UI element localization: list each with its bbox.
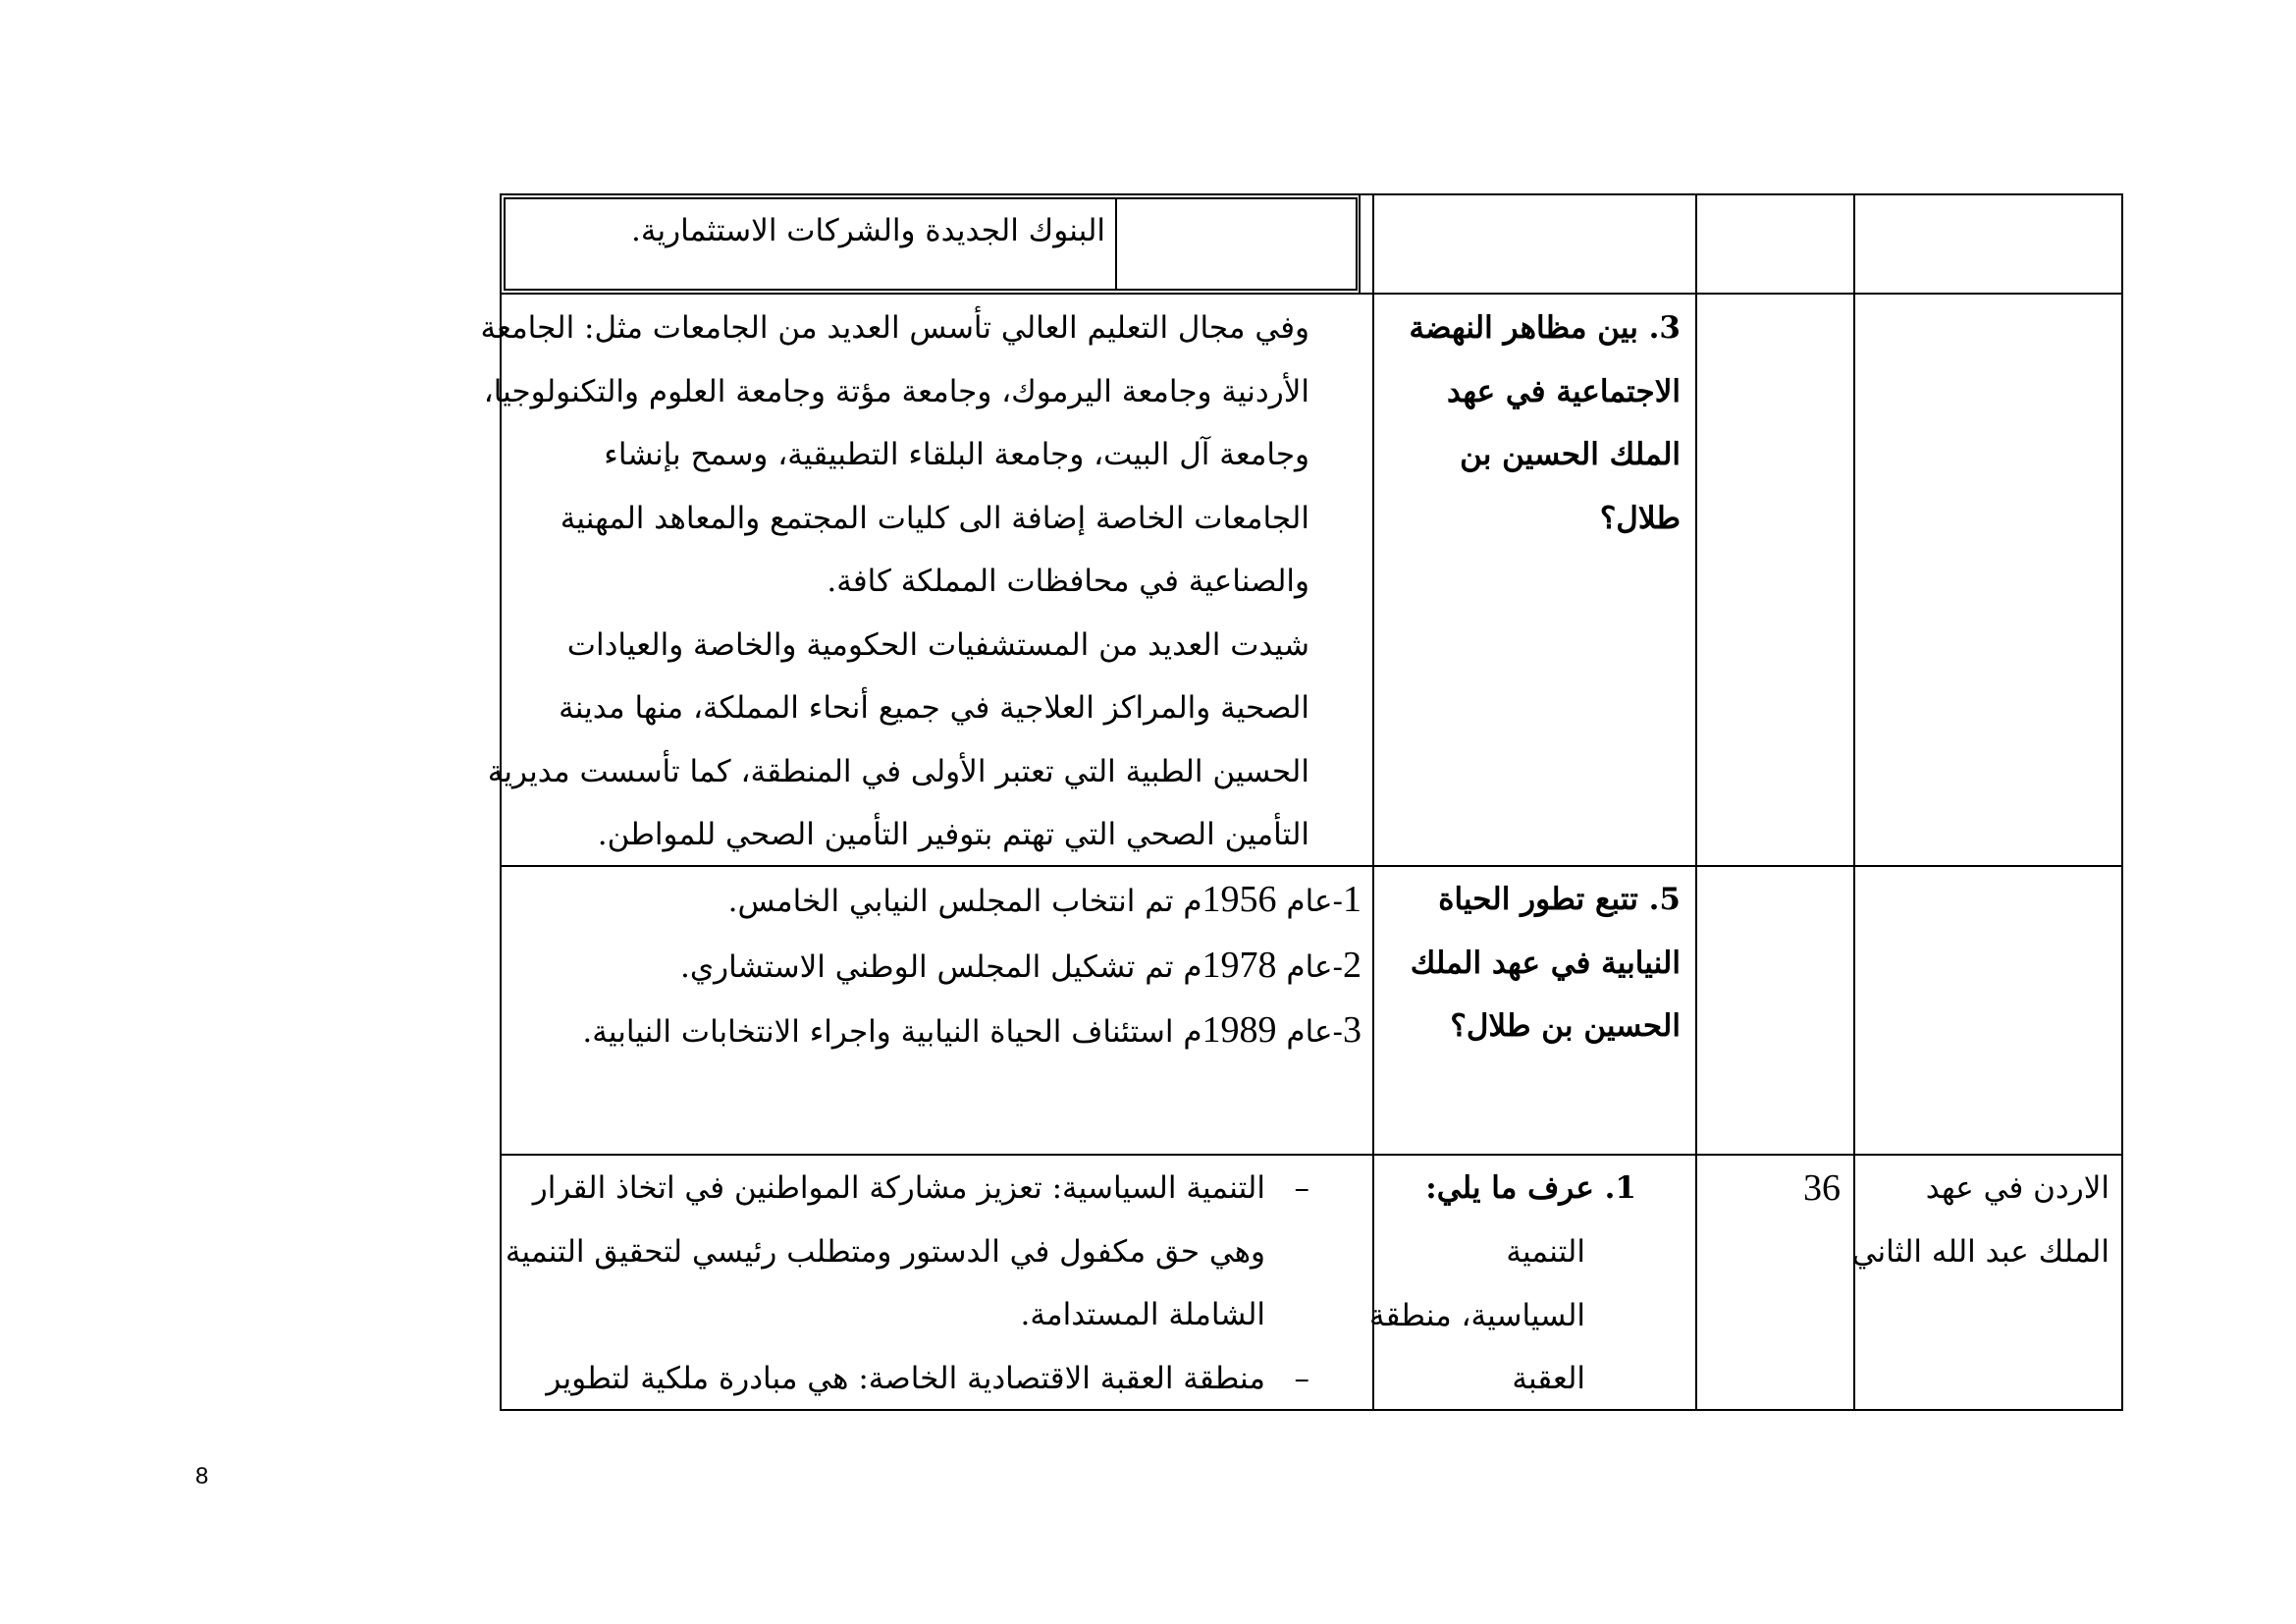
inner-table-left (504, 197, 506, 291)
row3-question-cell (1411, 868, 1681, 1058)
row2-question-line: الاجتماعية في عهد (1447, 373, 1681, 409)
row1-answer-cell (631, 199, 1105, 262)
definition-line: الشاملة المستدامة. (1020, 1297, 1265, 1332)
row2-question-cell (1410, 297, 1681, 550)
row4-unit-cell (1852, 1157, 2109, 1283)
row4-question-line: السياسية، منطقة (1368, 1297, 1585, 1333)
unit-title-line: الملك عبد الله الثاني (1851, 1233, 2109, 1270)
row2-question-line: الملك الحسين بن (1460, 437, 1681, 472)
row3-question-line: 5. تتبع تطور الحياة (1438, 882, 1681, 917)
row3-answer-item: 2-عام 1978م تم تشكيل المجلس الوطني الاستشاري. (680, 944, 1362, 986)
row2-answer-line: والصناعية في محافظات المملكة كافة. (827, 564, 1309, 599)
row3-bottom-border (500, 1154, 2123, 1156)
definition-item (506, 1157, 1309, 1347)
row3-question-line: الحسين بن طلال؟ (1450, 1008, 1681, 1044)
row2-question-line: طلال؟ (1599, 500, 1681, 536)
row4-question-line: التنمية (1506, 1234, 1585, 1270)
row2-answer-line: الصحية والمراكز العلاجية في جميع أنحاء المملكة، منها مدينة (559, 690, 1309, 726)
row2-question-line: 3. بين مظاهر النهضة (1409, 310, 1681, 346)
table-right-border (2121, 193, 2123, 1411)
row4-question-cell (1425, 1157, 1636, 1220)
inner-table-right (1356, 197, 1358, 291)
row2-answer-line: التأمين الصحي التي تهتم بتوفير التأمين الصحي للمواطن. (597, 817, 1309, 852)
row2-answer-line: الأردنية وجامعة اليرموك، وجامعة مؤتة وجامعة العلوم والتكنولوجيا، (483, 373, 1309, 409)
definition-line: منطقة العقبة الاقتصادية الخاصة: هي مبادرة ملكية لتطوير (546, 1360, 1265, 1396)
definition-item (506, 1347, 1309, 1411)
row4-question-line: العقبة (1512, 1361, 1585, 1396)
row4-question-head: 1. عرف ما يلي: (1425, 1170, 1636, 1206)
page-number: 8 (195, 1463, 209, 1489)
inner-table-bottom (504, 289, 1358, 291)
row3-question-line: النيابية في عهد الملك (1410, 945, 1681, 981)
row3-answer-cell (582, 868, 1362, 1064)
row2-answer-line: شيدت العديد من المستشفيات الحكومية والخاصة والعيادات (566, 626, 1309, 663)
row4-page-cell (1803, 1157, 1841, 1220)
row2-answer-line: وفي مجال التعليم العالي تأسس العديد من الجامعات مثل: الجامعة (480, 310, 1309, 346)
row2-answer-line: الحسين الطبية التي تعتبر الأولى في المنطقة، كما تأسست مديرية (487, 753, 1309, 789)
row1-bottom-border (500, 293, 2123, 295)
page-reference: 36 (1803, 1167, 1841, 1209)
column-divider-question (1695, 193, 1697, 1411)
inner-table-divider (1115, 197, 1117, 291)
row3-answer-item: 1-عام 1956م تم انتخاب المجلس النيابي الخامس. (727, 879, 1362, 920)
table-top-border (500, 193, 2123, 195)
row2-answer-line: وجامعة آل البيت، وجامعة البلقاء التطبيقية، وسمح بإنشاء (604, 437, 1309, 472)
bullet-dash: – (1294, 1360, 1309, 1396)
definition-line: وهي حق مكفول في الدستور ومتطلب رئيسي لتحقيق التنمية (505, 1233, 1265, 1270)
row2-answer-line: الجامعات الخاصة إضافة الى كليات المجتمع والمعاهد المهنية (560, 500, 1309, 536)
bullet-dash: – (1294, 1170, 1309, 1206)
row1-answer-text: البنوك الجديدة والشركات الاستثمارية. (631, 213, 1105, 248)
row2-answer-cell (481, 297, 1310, 867)
row3-answer-item: 3-عام 1989م استئناف الحياة النيابية واجراء الانتخابات النيابية. (582, 1009, 1362, 1051)
definition-line: التنمية السياسية: تعزيز مشاركة المواطنين في اتخاذ القرار (532, 1170, 1265, 1206)
inner-table-right-outer (1359, 193, 1361, 295)
row4-question-terms (1369, 1220, 1585, 1411)
unit-title-line: الاردن في عهد (1925, 1170, 2109, 1206)
row4-answer-cell (506, 1157, 1309, 1410)
